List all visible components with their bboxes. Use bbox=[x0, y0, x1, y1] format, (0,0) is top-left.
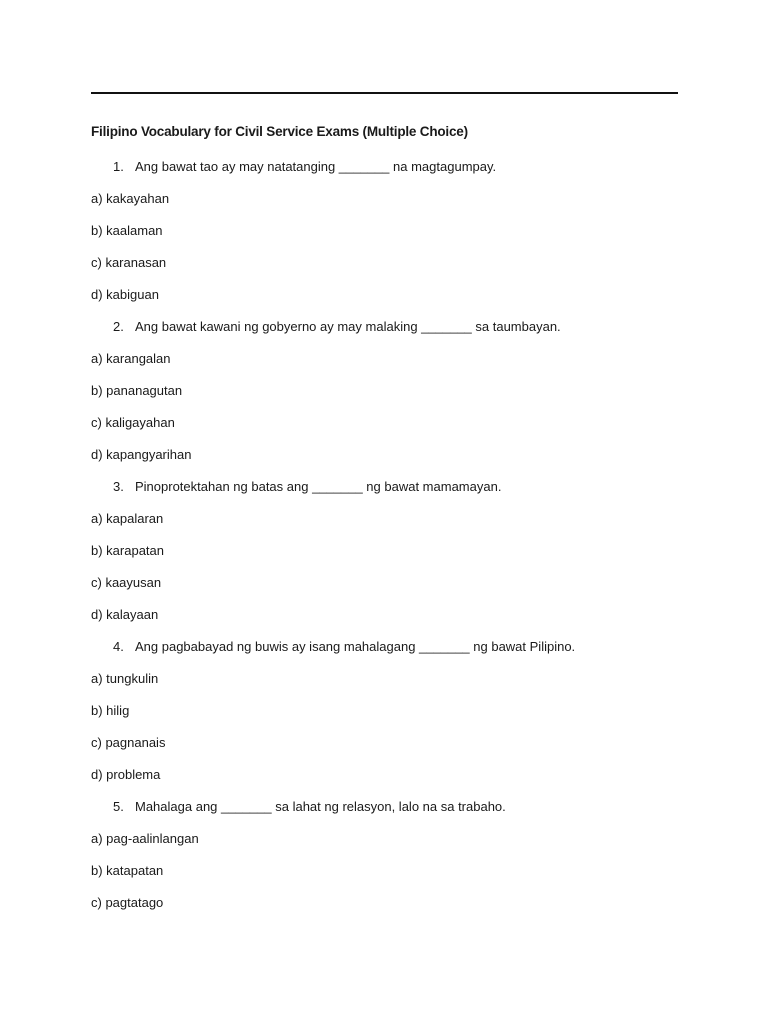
option-1a: a) kakayahan bbox=[91, 191, 170, 206]
option-1d: d) kabiguan bbox=[91, 287, 159, 302]
question-text: Ang bawat kawani ng gobyerno ay may malaking _______ sa taumbayan. bbox=[135, 319, 561, 334]
option-2b: b) pananagutan bbox=[91, 383, 183, 398]
question-number: 5. bbox=[113, 799, 124, 814]
option-1b: b) kaalaman bbox=[91, 223, 163, 238]
question-text: Ang pagbabayad ng buwis ay isang mahalagang _______ ng bawat Pilipino. bbox=[135, 639, 576, 654]
option-5b: b) katapatan bbox=[91, 863, 164, 878]
option-4a: a) tungkulin bbox=[91, 671, 159, 686]
option-4b: b) hilig bbox=[91, 703, 130, 718]
question-number: 3. bbox=[113, 479, 124, 494]
question-number: 4. bbox=[113, 639, 124, 654]
option-1c: c) karanasan bbox=[91, 255, 167, 270]
option-3a: a) kapalaran bbox=[91, 511, 164, 526]
option-3b: b) karapatan bbox=[91, 543, 164, 558]
option-5a: a) pag-aalinlangan bbox=[91, 831, 199, 846]
option-2a: a) karangalan bbox=[91, 351, 171, 366]
option-5c: c) pagtatago bbox=[91, 895, 164, 910]
option-3d: d) kalayaan bbox=[91, 607, 159, 622]
question-text: Pinoprotektahan ng batas ang _______ ng bawat mamamayan. bbox=[135, 479, 502, 494]
question-text: Ang bawat tao ay may natatanging _______ na magtagumpay. bbox=[135, 159, 497, 174]
option-4c: c) pagnanais bbox=[91, 735, 166, 750]
option-4d: d) problema bbox=[91, 767, 161, 782]
document-title: Filipino Vocabulary for Civil Service Exams (Multiple Choice) bbox=[91, 124, 468, 139]
header-rule bbox=[91, 92, 678, 94]
option-2d: d) kapangyarihan bbox=[91, 447, 192, 462]
option-3c: c) kaayusan bbox=[91, 575, 162, 590]
option-2c: c) kaligayahan bbox=[91, 415, 175, 430]
question-text: Mahalaga ang _______ sa lahat ng relasyon, lalo na sa trabaho. bbox=[135, 799, 506, 814]
question-number: 2. bbox=[113, 319, 124, 334]
question-number: 1. bbox=[113, 159, 124, 174]
